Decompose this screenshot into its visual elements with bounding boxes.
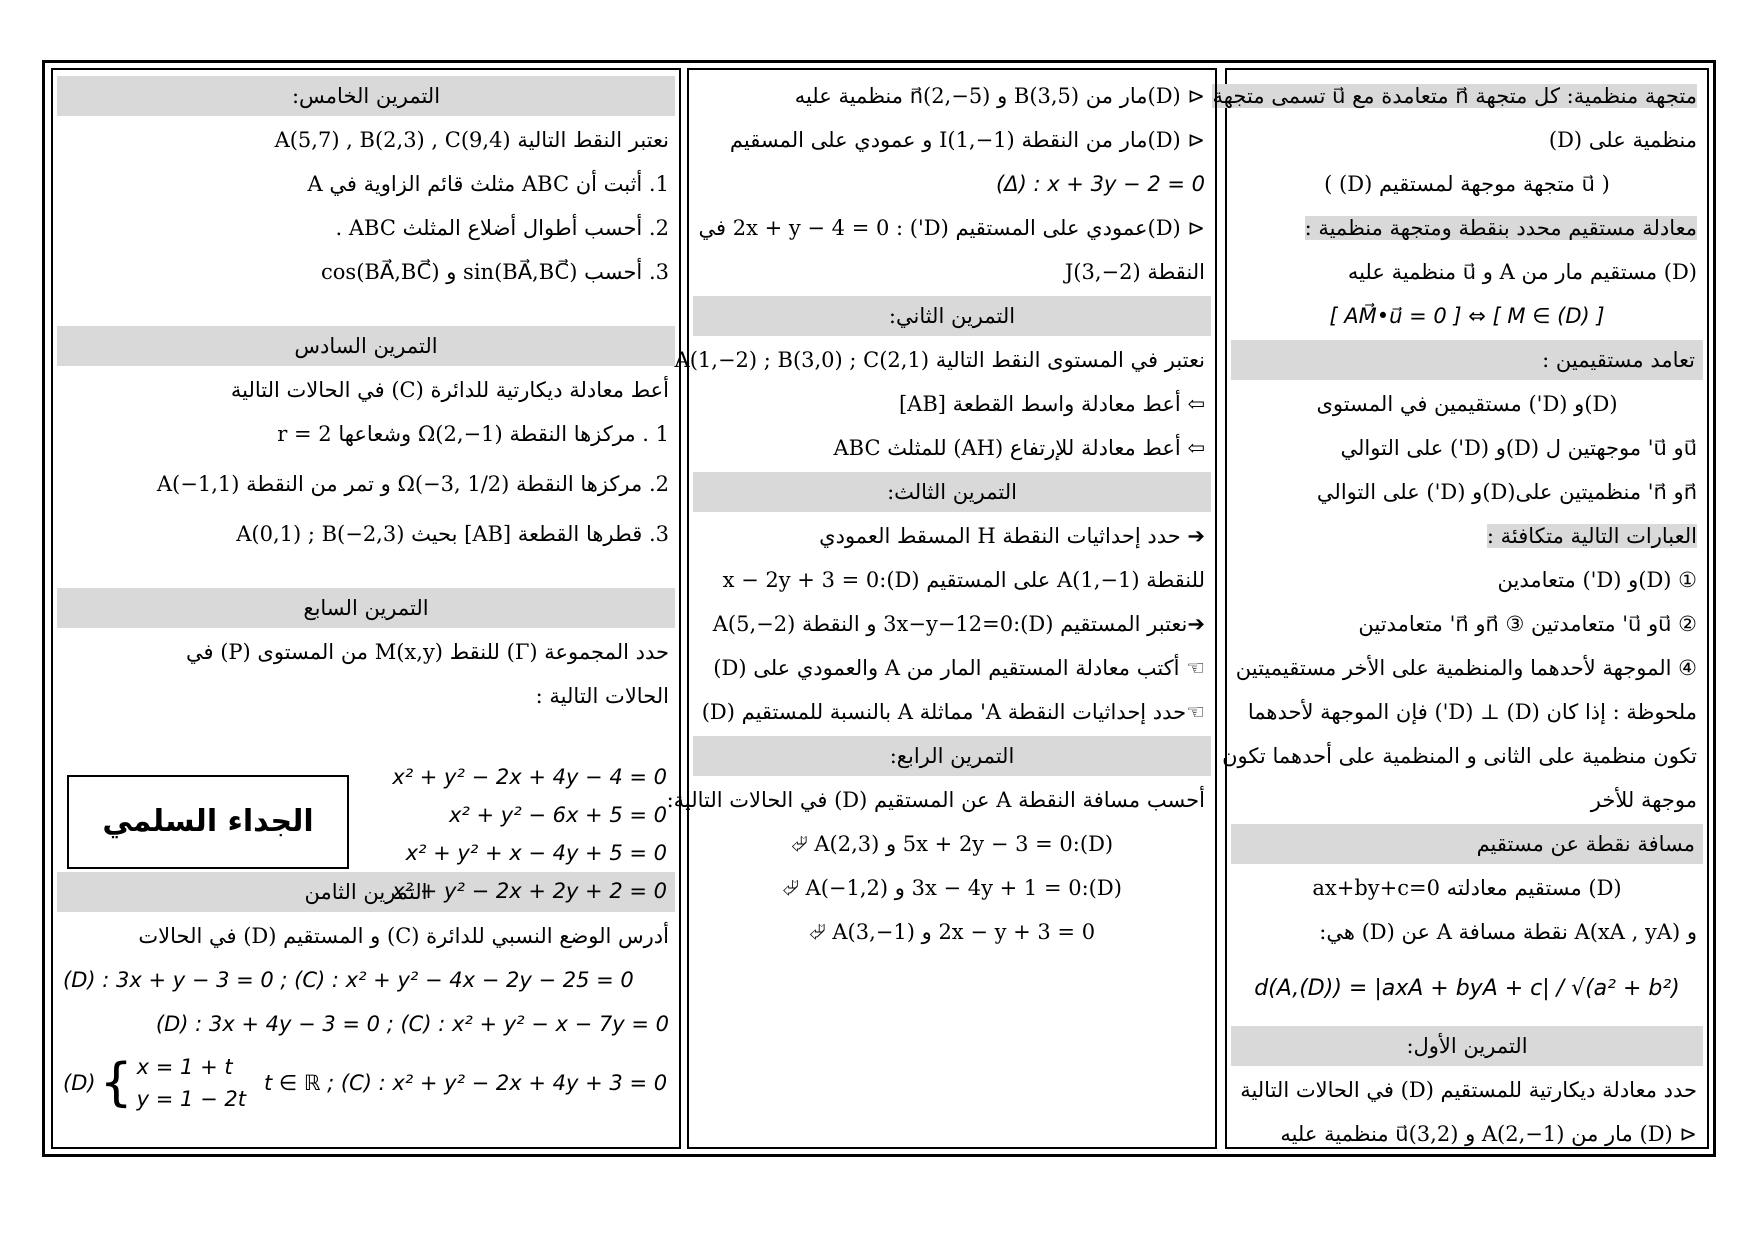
text-line: ⇦ أعط معادلة للإرتفاع (AH) للمثلث ABC <box>833 436 1205 460</box>
formula-line: (D) : 3x + 4y − 3 = 0 ; (C) : x² + y² − x − 7y = 0 <box>155 1012 669 1036</box>
text-line: 2. أحسب أطوال أضلاع المثلث ABC . <box>335 216 669 240</box>
section-header: التمرين الأول: <box>1231 1026 1703 1066</box>
text-line: 2. مركزها النقطة Ω(−3, 1/2) و تمر من النقطة A(−1,1) <box>156 472 669 496</box>
text-line: نعتبر النقط التالية A(5,7) , B(2,3) , C(9,4) <box>274 128 669 152</box>
text-line: أعط معادلة ديكارتية للدائرة (C) في الحالات التالية <box>230 378 669 402</box>
text-line: ☜ أكتب معادلة المستقيم المار من A والعمودي على (D) <box>713 656 1205 680</box>
equation-list <box>353 758 673 910</box>
text-line: n⃗و n⃗' منظميتين على(D)و (D') على التوالي <box>1316 480 1697 504</box>
equation: x² + y² − 6x + 5 = 0 <box>449 803 667 827</box>
text-line: 2x − y + 3 = 0 و A(3,−1) ⮰ <box>808 920 1096 944</box>
formula-line: (D) : 3x + y − 3 = 0 ; (C) : x² + y² − 4x − 2y − 25 = 0 <box>63 968 634 992</box>
system-lhs: (D) <box>63 1071 96 1095</box>
equation: x² + y² + x − 4y + 5 = 0 <box>405 841 667 865</box>
text-line: النقطة J(3,−2) <box>1064 260 1205 284</box>
system-line <box>57 1046 675 1120</box>
text-line: ( u⃗ متجهة موجهة لمستقيم (D) ) <box>1324 172 1610 196</box>
section-header: التمرين الخامس: <box>57 76 675 116</box>
system-eq-a: x = 1 + t <box>136 1055 233 1079</box>
system-tail: t ∈ ℝ ; (C) : x² + y² − 2x + 4y + 3 = 0 <box>263 1071 668 1095</box>
text-line: حدد المجموعة (Γ) للنقط M(x,y) من المستوى (P) في <box>185 640 669 664</box>
text-line: 1 . مركزها النقطة Ω(2,−1) وشعاعها r = 2 <box>277 422 669 446</box>
section-header: التمرين الثالث: <box>693 472 1211 512</box>
spacer <box>57 556 675 586</box>
text-line: منظمية على (D) <box>1548 128 1697 152</box>
equation: x² + y² − 2x + 2y + 2 = 0 <box>392 879 667 903</box>
text-line: 3. أحسب sin(BA⃗,BC⃗) و cos(BA⃗,BC⃗) <box>321 260 669 284</box>
text-line <box>1231 514 1703 558</box>
text-line: ➔ حدد إحداثيات النقطة H المسقط العمودي <box>819 524 1205 548</box>
section-header: التمرين الثاني: <box>693 296 1211 336</box>
text-line <box>1231 206 1703 250</box>
column-middle <box>666 68 1217 1149</box>
text-line: (D):5x + 2y − 3 = 0 و A(2,3) ⮰ <box>790 832 1114 856</box>
text-line: ① (D)و (D') متعامدين <box>1497 568 1697 592</box>
text-line: (D)و (D') مستقيمين في المستوى <box>1316 392 1618 416</box>
text-line: ⊲ (D)مار من النقطة I(1,−1) و عمودي على المسقيم <box>729 128 1205 152</box>
brace-icon: { <box>99 1053 133 1113</box>
section-header: التمرين السادس <box>57 326 675 366</box>
text-line: نعتبر في المستوى النقط التالية A(1,−2) ; B(3,0) ; C(2,1) <box>674 348 1205 372</box>
formula-line: (Δ) : x + 3y − 2 = 0 <box>996 172 1205 196</box>
term-highlight: معادلة مستقيم محدد بنقطة ومتجهة منظمية : <box>1304 216 1697 240</box>
section-header: مسافة نقطة عن مستقيم <box>1231 824 1703 864</box>
text-line: 3. قطرها القطعة [AB] بحيث A(0,1) ; B(−2,3) <box>236 522 669 546</box>
system-eq-b: y = 1 − 2t <box>136 1087 246 1111</box>
text-line: و A(xA , yA) نقطة مسافة A عن (D) هي: <box>1319 920 1697 944</box>
section-header: التمرين السابع <box>57 588 675 628</box>
text-line: ② u⃗و u⃗' متعامدتين ③ n⃗و n⃗' متعامدتين <box>1358 612 1697 636</box>
text-line: موجهة للأخر <box>1590 788 1697 812</box>
text-line: أدرس الوضع النسبي للدائرة (C) و المستقيم (D) في الحالات <box>138 924 669 948</box>
text-line <box>1212 74 1703 118</box>
text-line: ⊲ (D)مار من B(3,5) و n⃗(2,−5) منظمية عليه <box>794 84 1205 108</box>
text-line: للنقطة A(1,−1) على المستقيم (D):x − 2y + 3 = 0 <box>722 568 1205 592</box>
section-header: تعامد مستقيمين : <box>1231 340 1703 380</box>
text-line: (D) مستقيم مار من A و u⃗ منظمية عليه <box>1347 260 1697 284</box>
text-line: ④ الموجهة لأحدهما والمنظمية على الأخر مستقيميتين <box>1235 656 1697 680</box>
text-line: حدد معادلة ديكارتية للمستقيم (D) في الحالات التالية <box>1240 1078 1697 1102</box>
term-highlight: العبارات التالية متكافئة : <box>1486 524 1697 548</box>
text-line: ➔نعتبر المستقيم (D):3x−y−12=0 و النقطة A(5,−2) <box>712 612 1205 636</box>
section-header: التمرين الرابع: <box>693 736 1211 776</box>
text-line: أحسب مسافة النقطة A عن المستقيم (D) في الحالات التالية: <box>666 788 1205 812</box>
text-line: الحالات التالية : <box>535 684 669 708</box>
equation: x² + y² − 2x + 4y − 4 = 0 <box>392 765 667 789</box>
text-line: 1. أثبت أن ABC مثلث قائم الزاوية في A <box>307 172 669 196</box>
text-line: (D) مستقيم معادلته ax+by+c=0 <box>1312 876 1622 900</box>
text-line: تكون منظمية على الثانى و المنظمية على أحدهما تكون <box>1222 744 1697 768</box>
title-box: الجداء السلمي <box>67 775 349 869</box>
text-line: ☜حدد إحداثيات النقطة A' مماثلة A بالنسبة للمستقيم (D) <box>701 700 1205 724</box>
text-line: ⇦ أعط معادلة واسط القطعة [AB] <box>898 392 1205 416</box>
column-right <box>1212 68 1709 1149</box>
text-line: ⊲ (D) مار من A(2,−1) و u⃗(3,2) منظمية عليه <box>1280 1122 1697 1146</box>
text-line: (D):3x − 4y + 1 = 0 و A(−1,2) ⮰ <box>782 876 1122 900</box>
section-header: التمرين الثامن <box>57 872 675 912</box>
term-highlight: متجهة منظمية: كل متجهة n⃗ متعامدة مع u⃗ تسمى متجهة <box>1212 84 1697 108</box>
text-line: ملحوظة : إذا كان (D) ⊥ (D') فإن الموجهة لأحدهما <box>1247 700 1697 724</box>
formula-line: [ AM⃗•u⃗ = 0 ] ⇔ [ M ∈ (D) ] <box>1329 304 1605 328</box>
text-line: u⃗و u⃗' موجهتين ل (D)و (D') على التوالي <box>1340 436 1697 460</box>
spacer <box>57 294 675 324</box>
distance-formula: d(A,(D)) = |axA + byA + c| / √(a² + b²) <box>1254 976 1680 1001</box>
column-left <box>51 68 681 1149</box>
system-stack <box>137 1051 246 1115</box>
text-line: ⊲ (D)عمودي على المستقيم (D') : 2x + y − 4 = 0 في <box>698 216 1205 240</box>
